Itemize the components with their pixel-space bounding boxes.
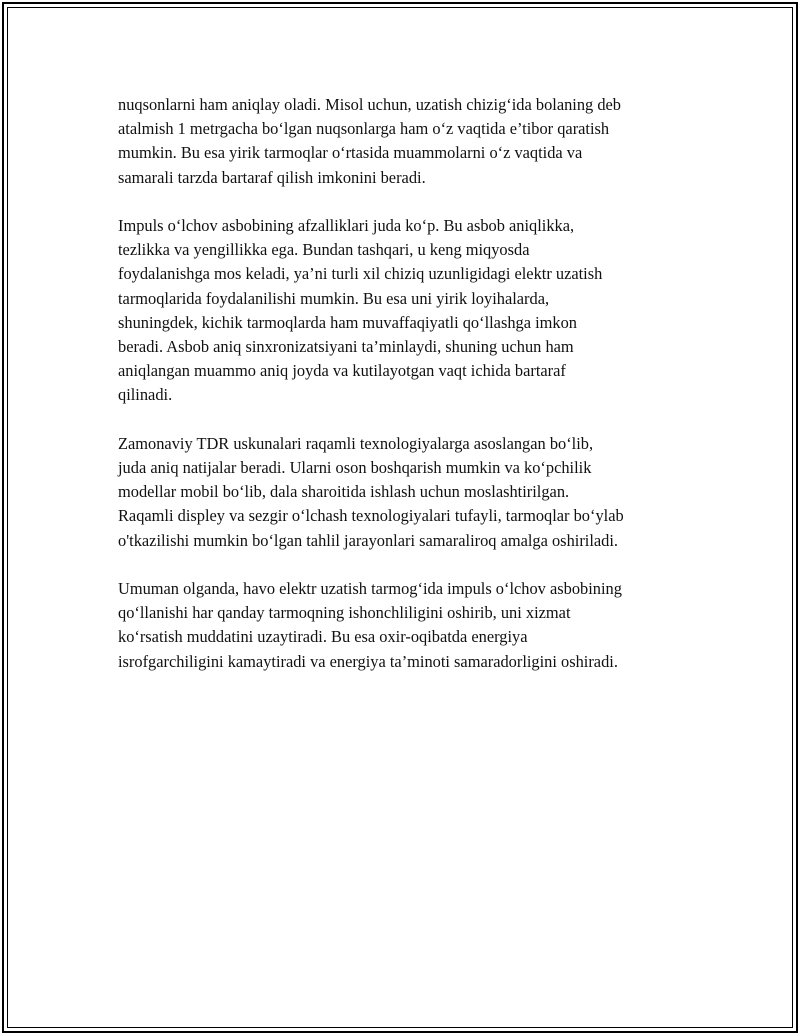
text-line: o'tkazilishi mumkin bo‘lgan tahlil jarayonlari samaraliroq amalga oshiriladi.: [118, 530, 619, 550]
text-line: shuningdek, kichik tarmoqlarda ham muvaffaqiyatli qo‘llashga imkon: [118, 312, 577, 332]
text-line: atalmish 1 metrgacha bo‘lgan nuqsonlarga ham o‘z vaqtida e’tibor qaratish: [118, 119, 610, 139]
text-line: mumkin. Bu esa yirik tarmoqlar o‘rtasida muammolarni o‘z vaqtida va: [118, 143, 583, 163]
text-line: nuqsonlarni ham aniqlay oladi. Misol uchun, uzatish chizig‘ida bolaning deb: [118, 95, 621, 114]
paragraph-2: [118, 214, 698, 408]
text-line: foydalanishga mos keladi, ya’ni turli xil chiziq uzunligidagi elektr uzatish: [118, 264, 603, 284]
text-line: Raqamli displey va sezgir o‘lchash texnologiyalari tufayli, tarmoqlar bo‘ylab: [118, 506, 624, 526]
text-line: modellar mobil bo‘lib, dala sharoitida ishlash uchun moslashtirilgan.: [118, 482, 570, 502]
text-line: samarali tarzda bartaraf qilish imkonini beradi.: [118, 167, 426, 187]
text-line: beradi. Asbob aniq sinxronizatsiyani ta’minlaydi, shuning uchun ham: [118, 337, 574, 357]
paragraph-4: [118, 577, 698, 674]
text-line: ko‘rsatish muddatini uzaytiradi. Bu esa oxir-oqibatda energiya: [118, 627, 528, 647]
text-line: tarmoqlarida foydalanilishi mumkin. Bu esa uni yirik loyihalarda,: [118, 288, 550, 308]
paragraph-3: [118, 432, 698, 553]
document-body: [118, 93, 698, 698]
text-line: isrofgarchiligini kamaytiradi va energiya ta’minoti samaradorligini oshiradi.: [118, 651, 618, 671]
paragraph-1: [118, 93, 698, 190]
text-line: tezlikka va yengillikka ega. Bundan tashqari, u keng miqyosda: [118, 240, 530, 260]
text-line: juda aniq natijalar beradi. Ularni oson boshqarish mumkin va ko‘pchilik: [118, 458, 592, 478]
text-line: Umuman olganda, havo elektr uzatish tarmog‘ida impuls o‘lchov asbobining: [118, 579, 622, 599]
text-line: Zamonaviy TDR uskunalari raqamli texnologiyalarga asoslangan bo‘lib,: [118, 433, 594, 453]
text-line: aniqlangan muammo aniq joyda va kutilayotgan vaqt ichida bartaraf: [118, 361, 566, 381]
text-line: qilinadi.: [118, 385, 173, 405]
text-line: Impuls o‘lchov asbobining afzalliklari juda ko‘p. Bu asbob aniqlikka,: [118, 216, 575, 235]
text-line: qo‘llanishi har qanday tarmoqning ishonchliligini oshirib, uni xizmat: [118, 603, 571, 623]
